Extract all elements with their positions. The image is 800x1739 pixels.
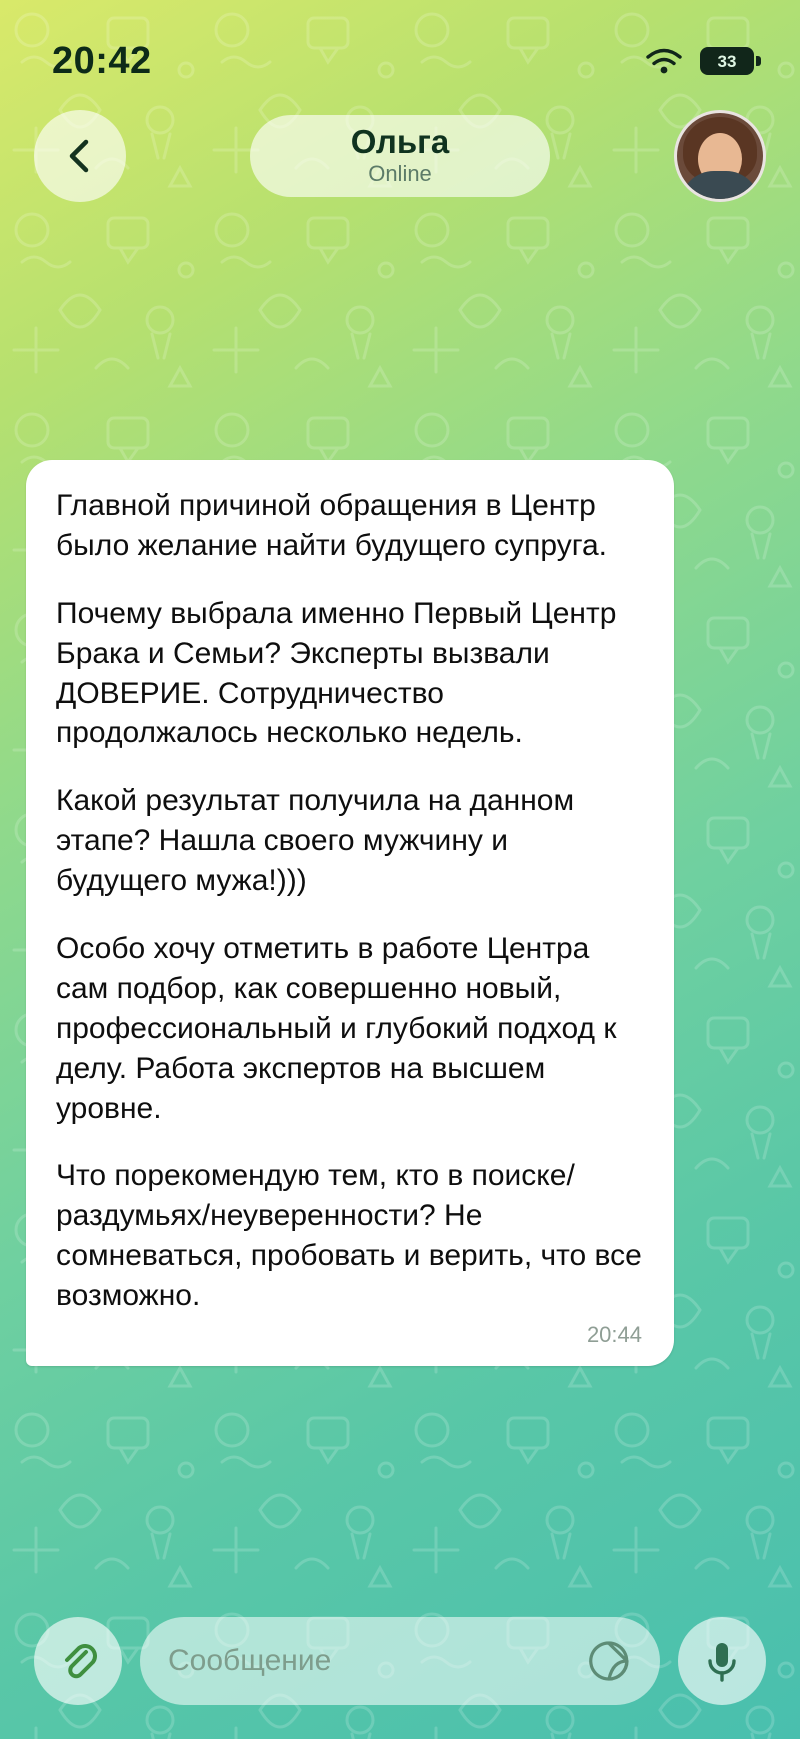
message-paragraph: Какой результат получила на данном этапе? Нашла своего мужчину и будущего мужа!))) [56, 784, 575, 898]
battery-level: 33 [717, 51, 737, 71]
sticker-icon[interactable] [586, 1638, 632, 1684]
message-paragraph: Почему выбрала именно Первый Центр Брака и Семьи? Эксперты вызвали ДОВЕРИЕ. Сотрудничество продолжалось несколько недель. [56, 596, 617, 750]
avatar[interactable] [674, 110, 766, 202]
back-button[interactable] [34, 110, 126, 202]
status-indicators [644, 46, 754, 76]
message-bubble[interactable] [26, 460, 674, 1366]
message-composer [0, 1613, 800, 1709]
message-paragraph: Что порекомендую тем, кто в поиске/раздумьях/неуверенности? Не сомневаться, пробовать и верить, что все возможно. [56, 1159, 642, 1313]
status-bar [0, 0, 800, 100]
attach-button[interactable] [34, 1617, 122, 1705]
message-input[interactable] [140, 1617, 660, 1705]
wifi-icon [644, 46, 684, 76]
chat-scroll-area[interactable] [0, 220, 800, 1579]
message-timestamp: 20:44 [586, 1322, 642, 1348]
message-input-placeholder: Сообщение [168, 1644, 332, 1677]
paperclip-icon [56, 1639, 100, 1683]
chat-title[interactable] [250, 115, 550, 197]
status-time: 20:42 [52, 39, 152, 82]
microphone-icon [702, 1637, 742, 1685]
battery-icon [700, 47, 754, 75]
contact-name: Ольга [350, 122, 450, 160]
voice-record-button[interactable] [678, 1617, 766, 1705]
chat-header [0, 108, 800, 204]
message-paragraph: Главной причиной обращения в Центр было желание найти будущего супруга. [56, 489, 608, 562]
message-paragraph: Особо хочу отметить в работе Центра сам подбор, как совершенно новый, профессиональный и глубокий подход к делу. Работа экспертов на высшем уровне. [56, 932, 617, 1125]
chevron-left-icon [62, 136, 98, 176]
contact-presence: Online [368, 160, 432, 186]
